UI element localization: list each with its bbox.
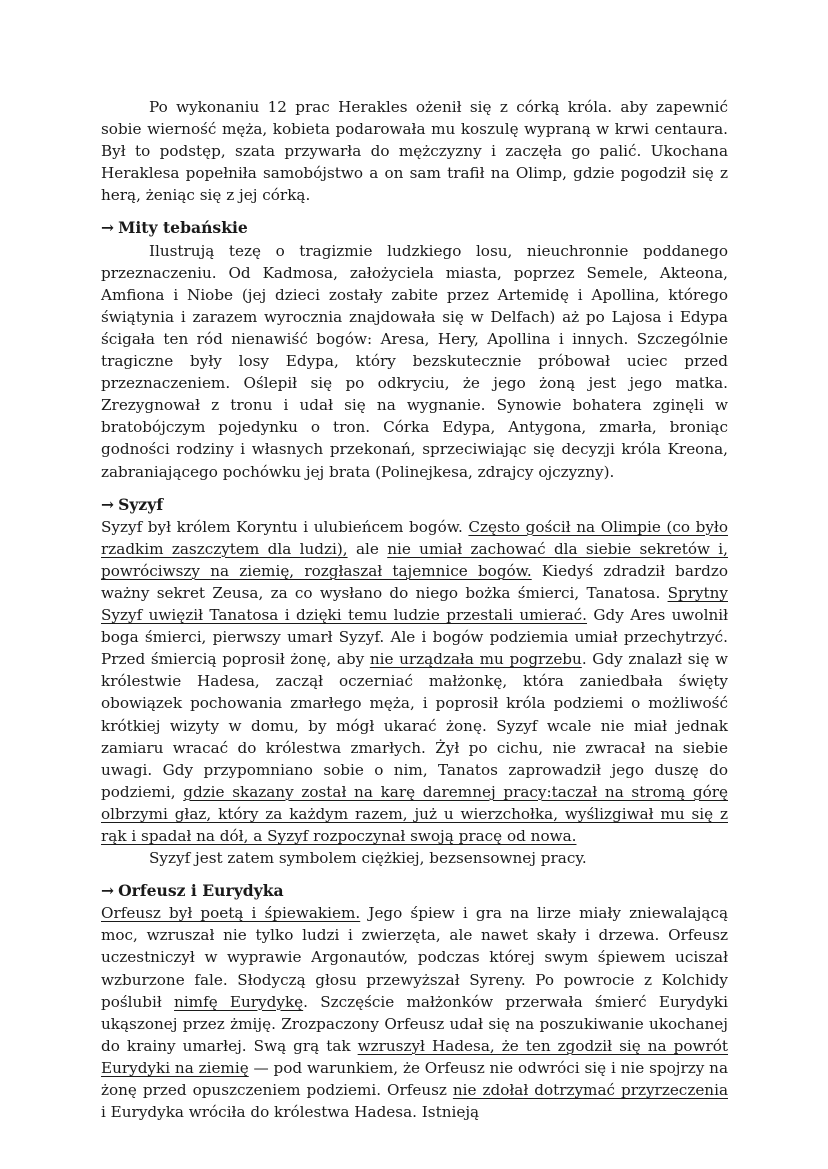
underlined-text: wzruszył Hadesa, że ten zgodził się na powrót Eurydyki na ziemię — [101, 1036, 729, 1077]
text-run: — pod warunkiem, że Orfeusz nie odwróci się i nie spojrzy na żonę przed opuszczeniem podziemi. Orfeusz — [101, 1058, 728, 1100]
arrow-right-icon: → — [101, 494, 115, 514]
section-orfeusz-i-eurydyka — [101, 880, 728, 1123]
text-run: Syzyf jest zatem symbolem ciężkiej, bezsensownej pracy. — [149, 849, 587, 868]
underlined-text: nimfę Eurydykę — [174, 992, 304, 1011]
document-page — [101, 96, 728, 1123]
underlined-text: nie zdołał dotrzymać przyrzeczenia — [452, 1081, 728, 1100]
underlined-text: Często gościł na Olimpie (co było rzadkim zaszczytem dla ludzi), — [101, 517, 728, 558]
section-heading-text: Mity tebańskie — [118, 218, 248, 238]
section-paragraph — [101, 902, 728, 1123]
underlined-text: gdzie skazany został na karę daremnej pracy:taczał na stromą górę olbrzymi głaz, który za każdym razem, już u wierzchołka, wyślizgiwał mu się z rąk i spadał na dół, a Syzyf rozpoczynał swoją pracę od nowa. — [101, 782, 728, 845]
section-heading — [101, 217, 728, 239]
underlined-text: nie urządzała mu pogrzebu — [369, 650, 582, 669]
underlined-text: Orfeusz był poetą i śpiewakiem. — [101, 904, 361, 923]
section-paragraph — [101, 240, 728, 483]
section-syzyf — [101, 494, 728, 870]
text-run: i Eurydyka wróciła do królestwa Hadesa. Istnieją — [101, 1103, 480, 1122]
text-run: ale — [347, 539, 388, 558]
underlined-text: nie umiał zachować dla siebie sekretów i, powróciwszy na ziemię, rozgłaszał tajemnice bogów. — [101, 539, 728, 580]
text-run: Jego śpiew i gra na lirze miały zniewalającą moc, wzruszał nie tylko ludzi i zwierzęta, ale nawet skały i drzewa. Orfeusz uczestniczył w wyprawie Argonautów, podczas której swym śpiewem uciszał wzburzone fale. Słodyczą głosu przewyższał Syreny. Po powrocie z Kolchidy poślubił — [101, 904, 729, 1011]
text-run: . Gdy znalazł się w królestwie Hadesa, zaczął oczerniać małżonkę, która zaniedbała święty obowiązek pochowania zmarłego męża, i poprosił króla podziemi o możliwość krótkiej wizyty w domu, by mógł ukarać żonę. Syzyf wcale nie miał jednak zamiaru wracać do królestwa zmarłych. Żył po cichu, nie zwracał na siebie uwagi. Gdy przypomniano sobie o nim, Tanatos zaprowadził jego duszę do podziemi, — [101, 650, 728, 801]
arrow-right-icon: → — [101, 881, 115, 901]
underlined-text: Sprytny Syzyf uwięził Tanatosa i dzięki temu ludzie przestali umierać. — [101, 583, 728, 625]
text-run: . Szczęście małżonków przerwała śmierć Eurydyki ukąszonej przez żmiję. Zrozpaczony Orfeusz udał się na poszukiwanie ukochanej do krainy umarłej. Swą grą tak — [101, 992, 728, 1055]
text-run: Syzyf był królem Koryntu i ulubieńcem bogów. — [101, 517, 469, 536]
sections-container — [101, 217, 728, 1123]
text-run: Gdy Ares uwolnił boga śmierci, pierwszy umarł Syzyf. Ale i bogów podziemia umiał przechytrzyć. Przed śmiercią poprosił żonę, aby — [101, 606, 729, 669]
section-heading — [101, 494, 728, 516]
section-heading — [101, 880, 728, 902]
section-heading-text: Syzyf — [118, 494, 164, 514]
text-run: Ilustrują tezę o tragizmie ludzkiego losu, nieuchronnie poddanego przeznaczeniu. Od Kadmosa, założyciela miasta, poprzez Semele, Akteona, Amfiona i Niobe (jej dzieci zostały zabite przez Artemidę i Apollina, którego świątynia i zarazem wyrocznia znajdowała się w Delfach) aż po Lajosa i Edypa ścigała ten ród nienawiść bogów: Aresa, Hery, Apollina i innych. Szczególnie tragiczne były losy Edypa, który bezskutecznie próbował uciec przed przeznaczeniem. Oślepił się po odkryciu, że jego żoną jest jego matka. Zrezygnował z tronu i udał się na wygnanie. Synowie bohatera zginęli w bratobójczym pojedynku o tron. Córka Edypa, Antygona, zmarła, broniąc godności rodziny i własnych przekonań, sprzeciwiając się decyzji króla Kreona, zabraniającego pochówku jej brata (Polinejkesa, zdrajcy ojczyzny). — [101, 241, 728, 481]
section-heading-text: Orfeusz i Eurydyka — [118, 881, 284, 901]
section-paragraph — [101, 847, 728, 869]
arrow-right-icon: → — [101, 218, 115, 238]
intro-paragraph: Po wykonaniu 12 prac Herakles ożenił się z córką króla. aby zapewnić sobie wierność męża, kobieta podarowała mu koszulę wypraną w krwi centaura. Był to podstęp, szata przywarła do mężczyzny i zaczęła go palić. Ukochana Heraklesa popełniła samobójstwo a on sam trafił na Olimp, gdzie pogodził się z herą, żeniąc się z jej córką. — [101, 98, 728, 205]
section-paragraph — [101, 516, 728, 847]
section-mity-tebanskie — [101, 217, 728, 482]
text-run: Kiedyś zdradził bardzo ważny sekret Zeusa, za co wysłano do niego bożka śmierci, Tanatosa. — [101, 561, 729, 602]
